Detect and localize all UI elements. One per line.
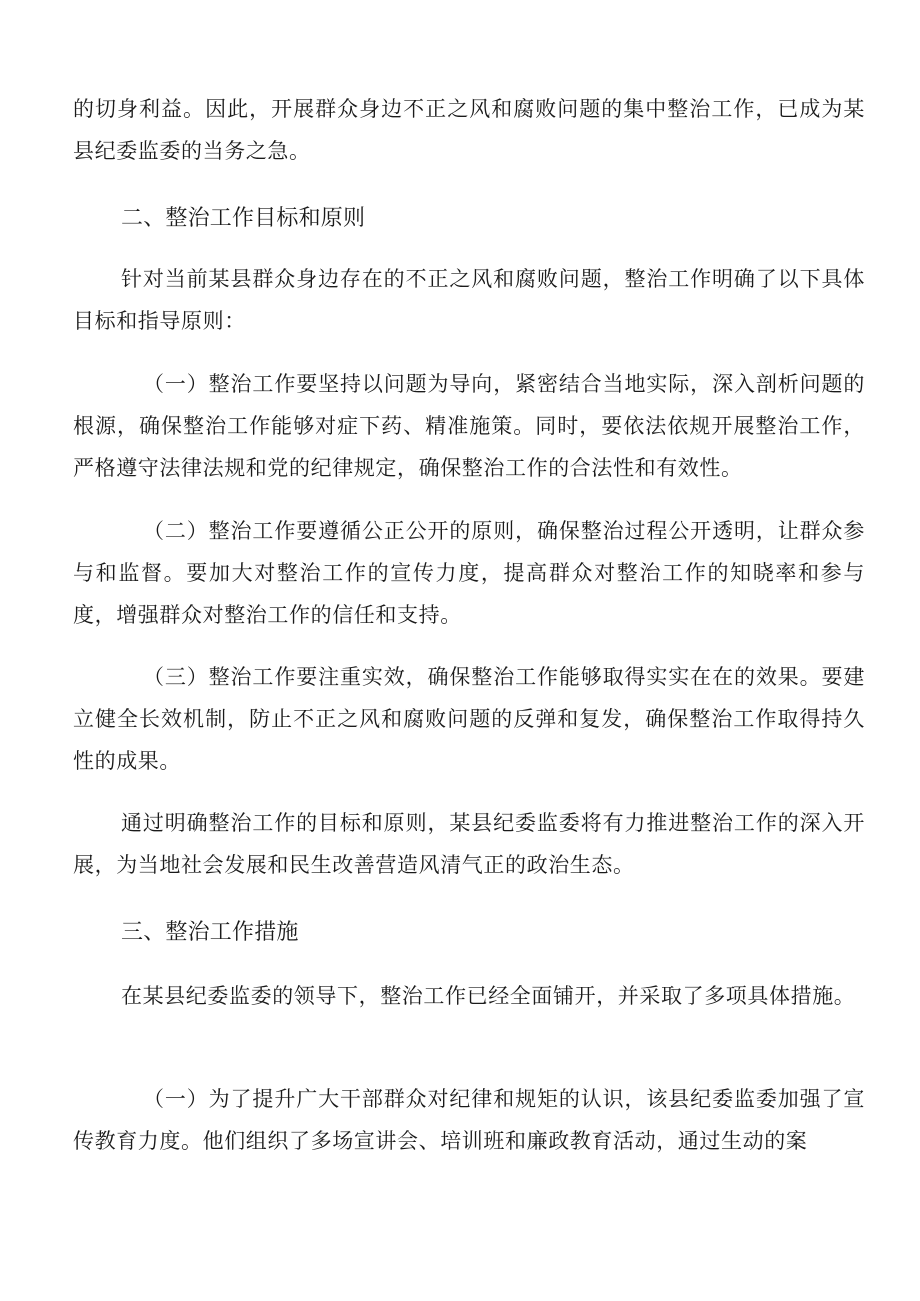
section2-intro-paragraph: 针对当前某县群众身边存在的不正之风和腐败问题，整治工作明确了以下具体目标和指导原则： [73, 267, 865, 333]
section2-conclusion-paragraph: 通过明确整治工作的目标和原则，某县纪委监委将有力推进整治工作的深入开展，为当地社会发展和民生改善营造风清气正的政治生态。 [73, 811, 865, 877]
section2-item-2: （二）整治工作要遵循公正公开的原则，确保整治过程公开透明，让群众参与和监督。要加大对整治工作的宣传力度，提高群众对整治工作的知晓率和参与度，增强群众对整治工作的信任和支持。 [73, 519, 865, 627]
section3-intro-paragraph: 在某县纪委监委的领导下，整治工作已经全面铺开，并采取了多项具体措施。 [121, 984, 856, 1008]
section-heading-goals-principles: 二、整治工作目标和原则 [121, 206, 366, 231]
section2-item-3: （三）整治工作要注重实效，确保整治工作能够取得实实在在的效果。要建立健全长效机制，防止不正之风和腐败问题的反弹和复发，确保整治工作取得持久性的成果。 [73, 665, 865, 773]
section3-item-1: （一）为了提升广大干部群众对纪律和规矩的认识，该县纪委监委加强了宣传教育力度。他们组织了多场宣讲会、培训班和廉政教育活动，通过生动的案 [73, 1087, 865, 1153]
paragraph-continued: 的切身利益。因此，开展群众身边不正之风和腐败问题的集中整治工作，已成为某县纪委监委的当务之急。 [73, 97, 865, 163]
section2-item-1: （一）整治工作要坚持以问题为导向，紧密结合当地实际，深入剖析问题的根源，确保整治工作能够对症下药、精准施策。同时，要依法依规开展整治工作，严格遵守法律法规和党的纪律规定，确保整治工作的合法性和有效性。 [73, 372, 865, 480]
section-heading-measures: 三、整治工作措施 [121, 920, 299, 945]
